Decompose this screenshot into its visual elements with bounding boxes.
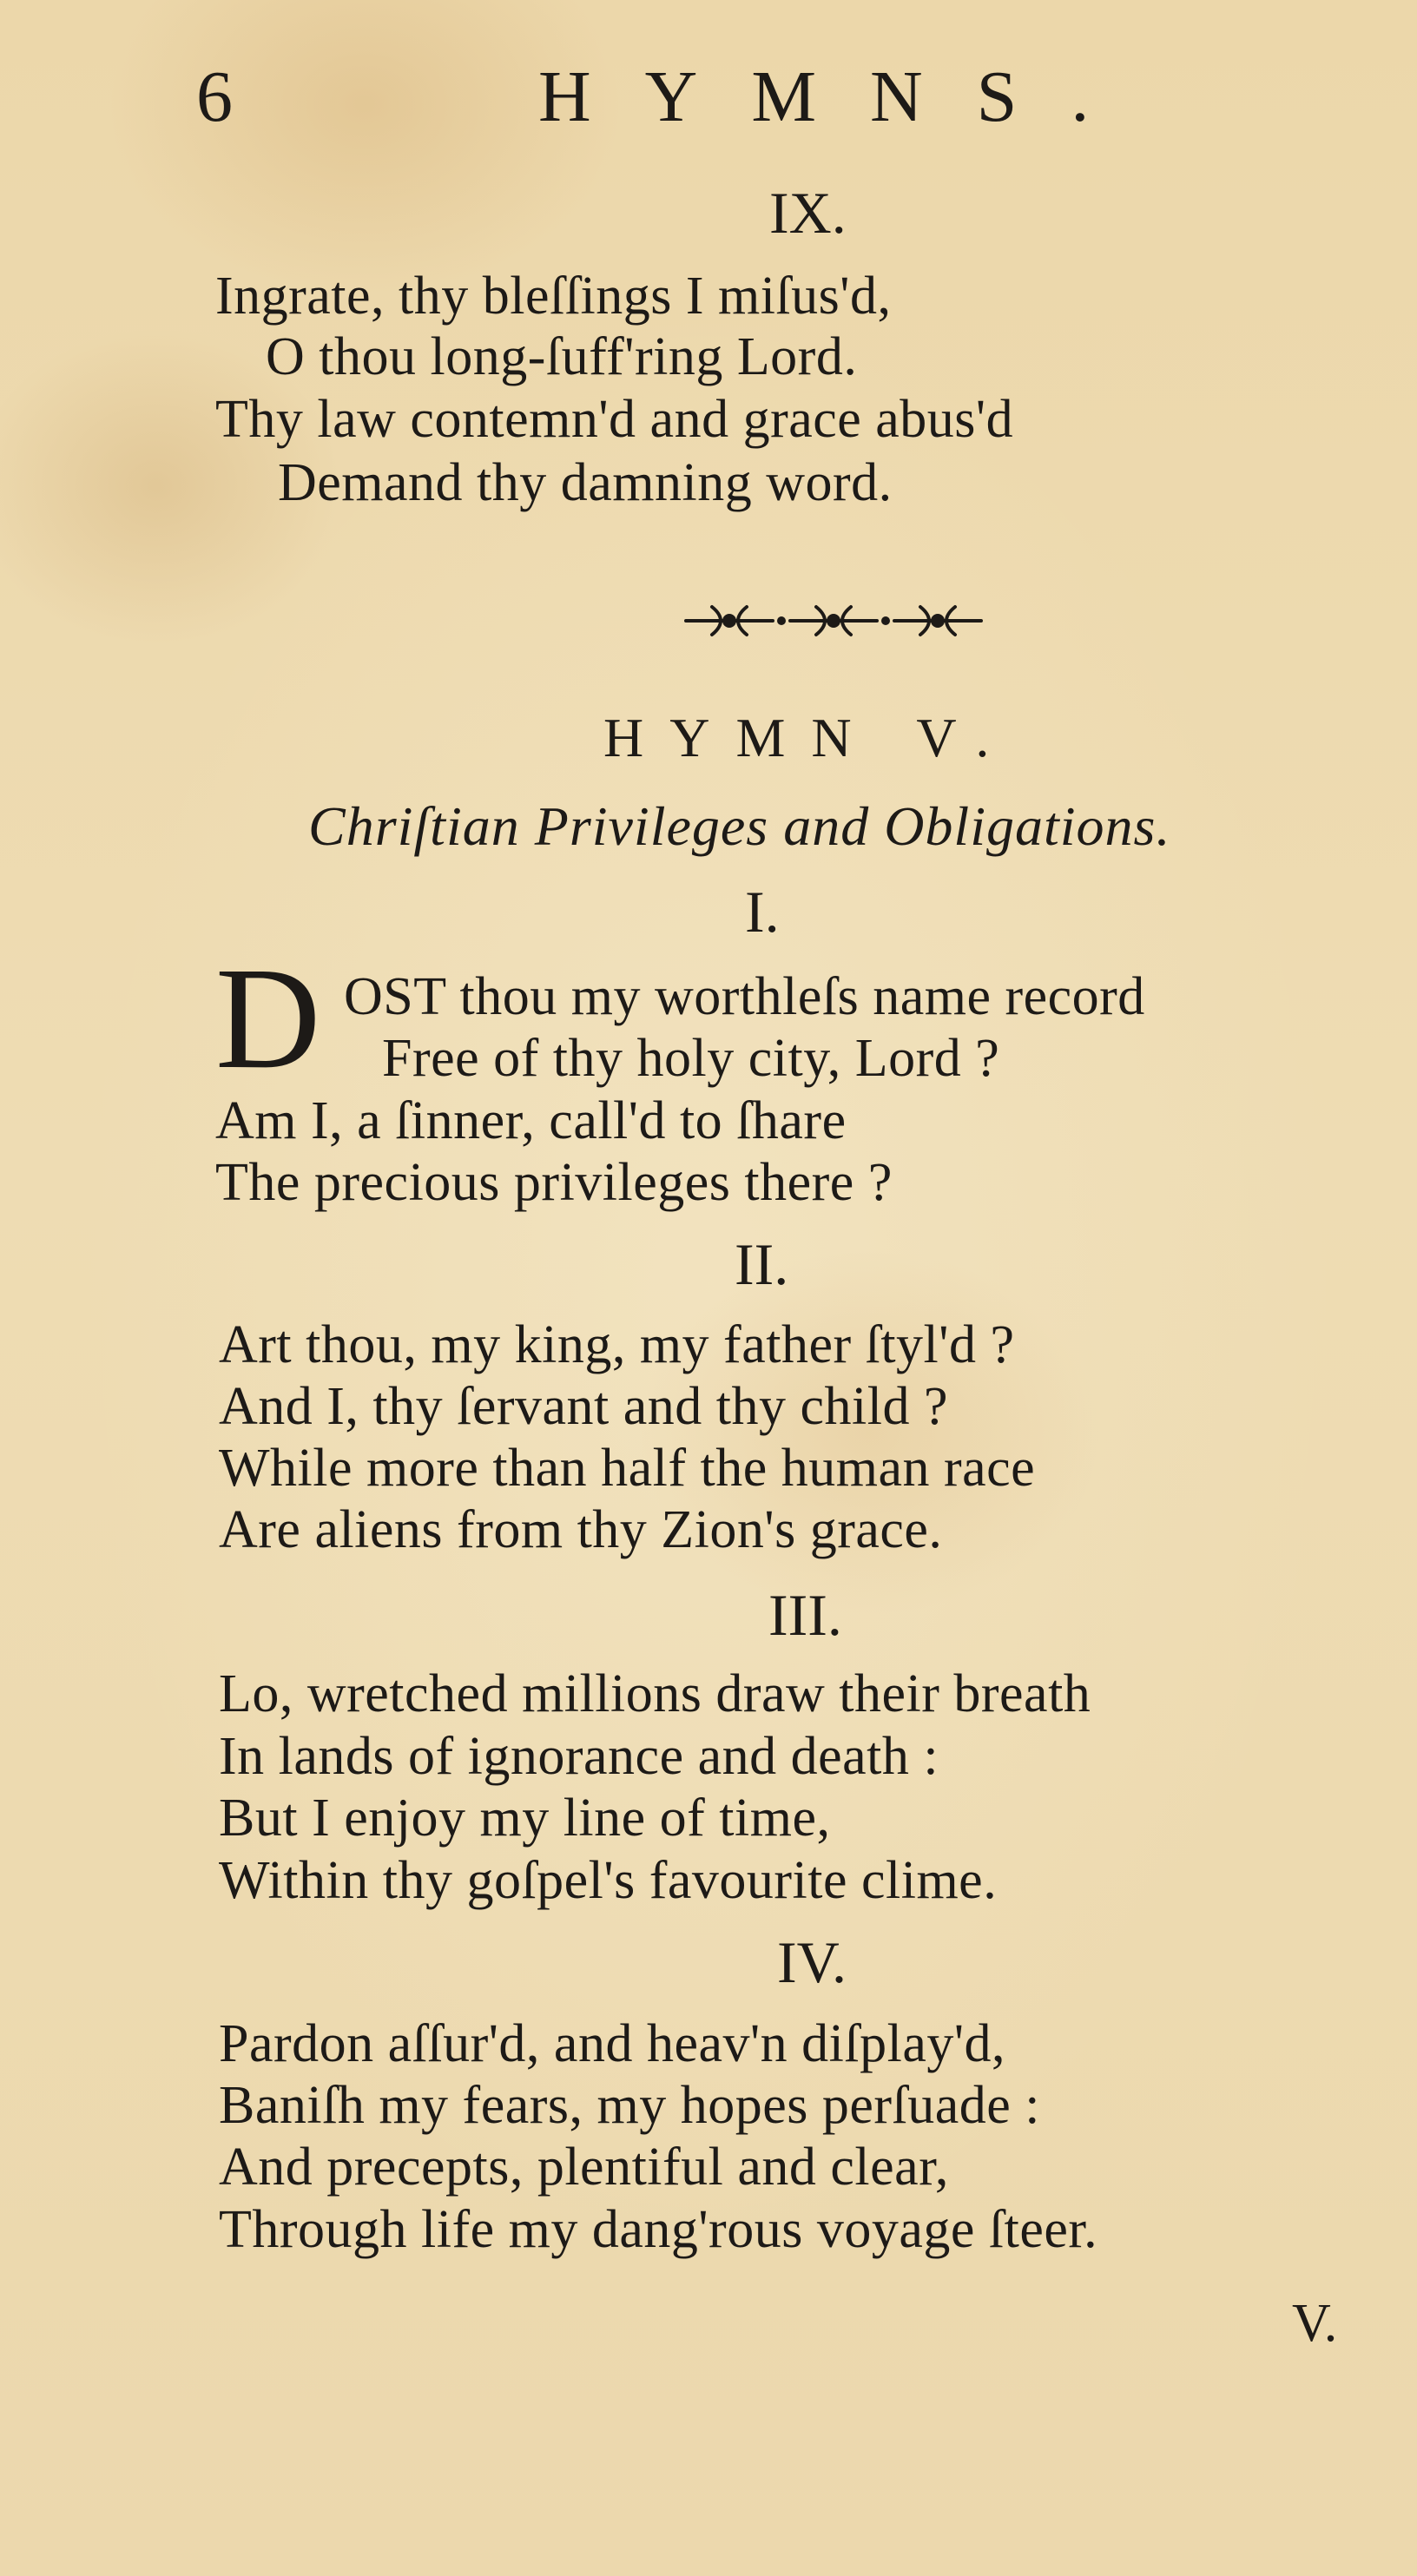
ornament-divider bbox=[677, 595, 990, 647]
verse-line: Baniſh my fears, my hopes perſuade : bbox=[219, 2076, 1041, 2135]
verse-line: Ingrate, thy bleſſings I miſus'd, bbox=[215, 267, 892, 326]
running-title: HYMNS. bbox=[538, 56, 1143, 137]
stanza-numeral: IX. bbox=[769, 180, 847, 246]
stanza-numeral: IV. bbox=[777, 1929, 847, 1995]
verse-line: O thou long-ſuff'ring Lord. bbox=[266, 327, 858, 386]
verse-line: Lo, wretched millions draw their breath bbox=[219, 1664, 1091, 1723]
verse-line: Thy law contemn'd and grace abus'd bbox=[215, 390, 1014, 449]
verse-line: While more than half the human race bbox=[219, 1439, 1036, 1498]
verse-line: OST thou my worthleſs name record bbox=[344, 967, 1145, 1026]
verse-line: And I, thy ſervant and thy child ? bbox=[219, 1377, 949, 1436]
verse-line: Demand thy damning word. bbox=[278, 453, 893, 512]
hymn-subtitle: Chriſtian Privileges and Obligations. bbox=[308, 795, 1171, 857]
page-number: 6 bbox=[196, 56, 233, 137]
stanza-numeral: II. bbox=[735, 1231, 789, 1297]
verse-line: Are aliens from thy Zion's grace. bbox=[219, 1500, 943, 1559]
verse-line: But I enjoy my line of time, bbox=[219, 1789, 831, 1848]
verse-line: Free of thy holy city, Lord ? bbox=[382, 1029, 1000, 1088]
stanza-numeral: I. bbox=[745, 879, 780, 945]
verse-line: Within thy goſpel's favourite clime. bbox=[219, 1851, 998, 1910]
verse-line: Pardon aſſur'd, and heav'n diſplay'd, bbox=[219, 2014, 1006, 2073]
verse-line: Through life my dang'rous voyage ſteer. bbox=[219, 2200, 1098, 2259]
drop-cap: D bbox=[215, 938, 321, 1099]
hymn-title: HYMN V. bbox=[603, 707, 1016, 768]
verse-line: And precepts, plentiful and clear, bbox=[219, 2138, 949, 2197]
stanza-numeral: III. bbox=[768, 1582, 842, 1648]
verse-line: Art thou, my king, my father ſtyl'd ? bbox=[219, 1315, 1015, 1374]
catchword: V. bbox=[1292, 2294, 1338, 2353]
verse-line: Am I, a ſinner, call'd to ſhare bbox=[215, 1091, 847, 1150]
verse-line: In lands of ignorance and death : bbox=[219, 1727, 939, 1786]
verse-line: The precious privileges there ? bbox=[215, 1153, 893, 1212]
